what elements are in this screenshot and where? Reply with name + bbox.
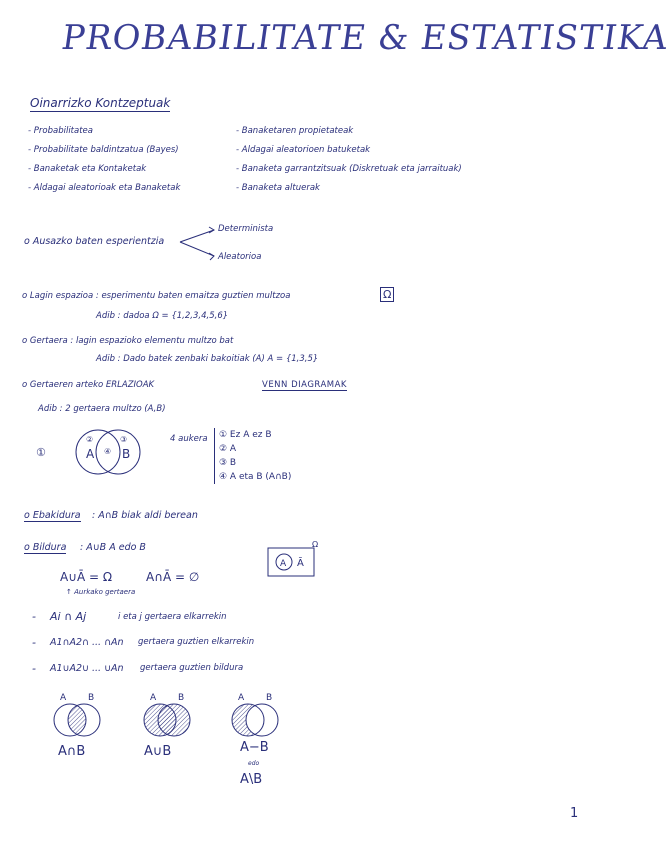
- venn-diagram-two-sets: [30, 424, 150, 484]
- bullet-dash: -: [32, 636, 36, 649]
- sample-space-example: Adib : dadoa Ω = {1,2,3,4,5,6}: [96, 311, 229, 321]
- relations-text: o Gertaeren arteko ERLAZIOAK: [22, 380, 155, 390]
- set-b-label: B: [178, 693, 185, 703]
- bullet-formula-3: A1∪A2∪ ... ∪An: [50, 663, 124, 674]
- union-formula-complement: A∪Ā = Ω: [60, 570, 113, 584]
- branch-random: Aleatorioa: [218, 252, 262, 262]
- bullet-text-2: gertaera guztien elkarrekin: [138, 637, 255, 647]
- omega-box: Ω: [380, 287, 394, 302]
- complement-diagram: [266, 538, 326, 580]
- list-item: - Aldagai aleatorioen batuketak: [236, 145, 371, 155]
- intersection-label: o Ebakidura: [24, 510, 81, 521]
- case-item: ① Ez A ez B: [219, 430, 272, 440]
- list-item: - Banaketak eta Kontaketak: [28, 164, 147, 174]
- section-heading: Oinarrizko Kontzeptuak: [30, 96, 171, 110]
- list-item: - Probabilitate baldintzatua (Bayes): [28, 145, 179, 155]
- bullet-dash: -: [32, 662, 36, 675]
- box-omega-label: Ω: [312, 540, 319, 549]
- set-b-label: B: [266, 693, 273, 703]
- cases-label: 4 aukera: [170, 434, 208, 444]
- bullet-text-1: i eta j gertaera elkarrekin: [118, 612, 227, 622]
- event-example: Adib : Dado batek zenbaki bakoitiak (A) A = {1,3,5}: [96, 354, 319, 364]
- relations-example: Adib : 2 gertaera multzo (A,B): [38, 404, 166, 414]
- circle-number-3: ③: [120, 435, 128, 444]
- circle-number-4: ④: [104, 447, 112, 456]
- branch-deterministic: Determinista: [218, 224, 274, 234]
- case-item: ② A: [219, 444, 237, 454]
- caption-intersection: A∩B: [58, 744, 86, 759]
- circle-number-2: ②: [86, 435, 94, 444]
- set-a-label: A: [238, 693, 245, 703]
- list-item: - Banaketaren propietateak: [236, 126, 354, 136]
- union-label: o Bildura: [24, 542, 67, 553]
- box-abar-label: Ā: [297, 558, 304, 569]
- list-item: - Banaketa garrantzitsuak (Diskretuak eta jarraituak): [236, 164, 462, 174]
- caption-difference: A−B: [240, 740, 269, 755]
- union-text: : A∪B A edo B: [80, 542, 146, 553]
- list-item: - Probabilitatea: [28, 126, 93, 136]
- caption-union: A∪B: [144, 744, 172, 759]
- bullet-formula-1: Ai ∩ Aj: [50, 610, 87, 623]
- concepts-right-list: [236, 122, 462, 198]
- bullet-text-3: gertaera guztien bildura: [140, 663, 244, 673]
- bullet-formula-2: A1∩A2∩ ... ∩An: [50, 637, 124, 648]
- experiment-label: o Ausazko baten esperientzia: [24, 236, 165, 247]
- list-item: - Aldagai aleatorioak eta Banaketak: [28, 183, 181, 193]
- sample-space-text: o Lagin espazioa : esperimentu baten emaitza guztien multzoa: [22, 291, 291, 301]
- intersection-formula-complement: A∩Ā = ∅: [146, 570, 200, 584]
- case-item: ③ B: [219, 458, 237, 468]
- caption-or: edo: [248, 760, 260, 767]
- venn-heading: VENN DIAGRAMAK: [262, 380, 348, 390]
- set-b-label: B: [88, 693, 95, 703]
- list-item: - Banaketa altuerak: [236, 183, 320, 193]
- set-a-label: A: [60, 693, 67, 703]
- branch-arrows: [178, 222, 218, 262]
- set-a-label: A: [150, 693, 157, 703]
- intersection-text: : A∩B biak aldi berean: [92, 510, 198, 521]
- circle-number-1: ①: [36, 446, 46, 459]
- complement-note: ↑ Aurkako gertaera: [66, 588, 136, 596]
- event-text: o Gertaera : lagin espazioko elementu multzo bat: [22, 336, 234, 346]
- page-title: PROBABILITATE & ESTATISTIKA: [59, 18, 671, 58]
- set-a-label: A: [86, 447, 95, 461]
- case-item: ④ A eta B (A∩B): [219, 472, 292, 482]
- caption-set-difference: A\B: [240, 772, 263, 787]
- concepts-left-list: [28, 122, 180, 198]
- box-a-label: A: [280, 559, 287, 569]
- page-number: 1: [570, 806, 579, 821]
- set-b-label: B: [122, 447, 131, 461]
- bullet-dash: -: [32, 610, 36, 623]
- cases-list: [214, 428, 291, 484]
